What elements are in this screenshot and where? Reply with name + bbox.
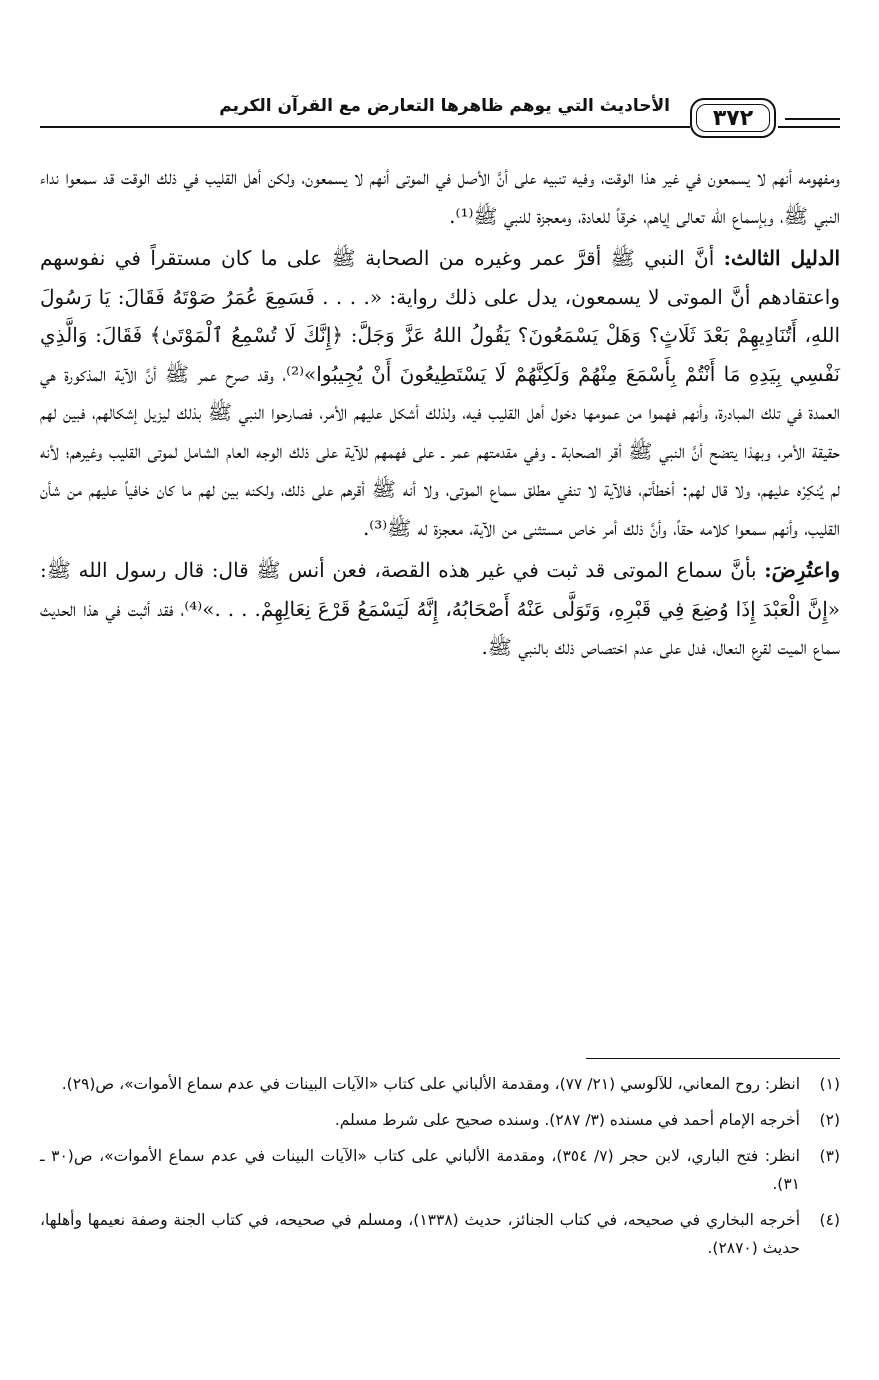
page-number: ٣٧٢: [712, 106, 754, 131]
footnote-text: انظر: روح المعاني، للآلوسي (٢١/ ٧٧)، ومقدمة الألباني على كتاب «الآيات البينات في عدم سماع الأموات»، ص(٢٩).: [61, 1075, 800, 1093]
running-header: [40, 88, 840, 136]
header-title: الأحاديث التي يوهم ظاهرها التعارض مع القرآن الكريم: [219, 96, 670, 116]
paragraph-2-lead: الدليل الثالث:: [723, 246, 840, 270]
paragraph-2: [40, 239, 840, 547]
header-rule: [40, 126, 680, 128]
footnote-1: [40, 1070, 840, 1098]
footnote-text: أخرجه البخاري في صحيحه، في كتاب الجنائز، حديث (١٣٣٨)، ومسلم في صحيحه، في كتاب الجنة وصفة نعيمها وأهلها، حديث (٢٨٧٠).: [40, 1211, 801, 1257]
footnote-number: (٤): [819, 1211, 840, 1229]
main-text: [40, 158, 840, 667]
paragraph-3: [40, 551, 840, 667]
footnote-3: [40, 1142, 840, 1198]
footnote-2: [40, 1106, 840, 1134]
footnote-text: انظر: فتح الباري، لابن حجر (٧/ ٣٥٤)، ومقدمة الألباني على كتاب «الآيات البينات في عدم سماع الأموات»، ص(٣٠ ـ ٣١).: [40, 1147, 800, 1193]
footnotes: [40, 1070, 840, 1270]
paragraph-3-text: بأنَّ سماع الموتى قد ثبت في غير هذه القصة، فعن أنس ﷺ قال: قال رسول الله ﷺ: «إِنَّ الْعَبْدَ إِذَا وُضِعَ فِي قَبْرِهِ، وَتَوَلَّى عَنْهُ أَصْحَابُهُ، إِنَّهُ لَيَسْمَعُ قَرْعَ نِعَالِهِمْ. . . .»⁽⁴⁾، فقد أثبت في هذا الحديث سماع الميت لقرع النعال، فدل على عدم اختصاص ذلك بالنبي ﷺ.: [40, 558, 840, 659]
footnote-text: أخرجه الإمام أحمد في مسنده (٣/ ٢٨٧). وسنده صحيح على شرط مسلم.: [334, 1111, 800, 1129]
header-rule-segment: [778, 126, 840, 128]
paragraph-3-lead: واعتُرِضَ:: [764, 558, 840, 582]
footnote-number: (٣): [819, 1147, 840, 1165]
footnote-separator: [586, 1058, 840, 1059]
paragraph-2-text: أنَّ النبي ﷺ أقرَّ عمر وغيره من الصحابة ﷺ على ما كان مستقراً في نفوسهم واعتقادهم أنَّ الموتى لا يسمعون، يدل على ذلك رواية: «. . . . فَسَمِعَ عُمَرُ صَوْتَهُ فَقَالَ: يَا رَسُولَ اللهِ، أَتُنَادِيهِمْ بَعْدَ ثَلَاثٍ؟ وَهَلْ يَسْمَعُونَ؟ يَقُولُ اللهُ عَزَّ وَجَلَّ: ﴿إِنَّكَ لَا تُسْمِعُ ٱلْمَوْتَىٰ﴾ فَقَالَ: وَالَّذِي نَفْسِي بِيَدِهِ مَا أَنْتُمْ بِأَسْمَعَ مِنْهُمْ وَلَكِنَّهُمْ لَا يَسْتَطِيعُونَ أَنْ يُجِيبُوا»⁽²⁾، وقد صرح عمر ﷺ أنَّ الآية المذكورة هي العمدة في تلك المبادرة، وأنهم فهموا من عمومها دخول أهل القليب فيه، ولذلك أشكل عليهم الأمر، فصارحوا النبي ﷺ بذلك ليزيل إشكالهم، فبين لهم حقيقة الأمر، وبهذا يتضح أنَّ النبي ﷺ أقر الصحابة ـ وفي مقدمتهم عمر ـ على فهمهم للآية على ذلك الوجه العام الشامل لموتى القليب وغيرهم؛ لأنه لم يُنكِرْه عليهم، ولا قال لهم: أخطأتم، فالآية لا تنفي مطلق سماع الموتى، ولا أنه ﷺ أقرهم على ذلك، ولكنه بين لهم ما كان خافياً عليهم من شأن القليب، وأنهم سمعوا كلامه حقاً، وأنَّ ذلك أمر خاص مستثنى من الآية، معجزة له ﷺ⁽³⁾.: [40, 246, 840, 540]
header-rule-segment: [680, 126, 690, 128]
footnote-4: [40, 1206, 840, 1262]
page-number-frame: [690, 98, 776, 138]
header-rule-segment: [785, 118, 840, 120]
footnote-number: (١): [819, 1075, 840, 1093]
paragraph-1: ومفهومه أنهم لا يسمعون في غير هذا الوقت، وفيه تنبيه على أنَّ الأصل في الموتى أنهم لا يسمعون، ولكن أهل القليب في ذلك الوقت قد سمعوا نداء النبي ﷺ، وبإسماع الله تعالى إياهم، خرقاً للعادة، ومعجزة للنبي ﷺ⁽¹⁾.: [40, 165, 840, 228]
footnote-number: (٢): [819, 1111, 840, 1129]
